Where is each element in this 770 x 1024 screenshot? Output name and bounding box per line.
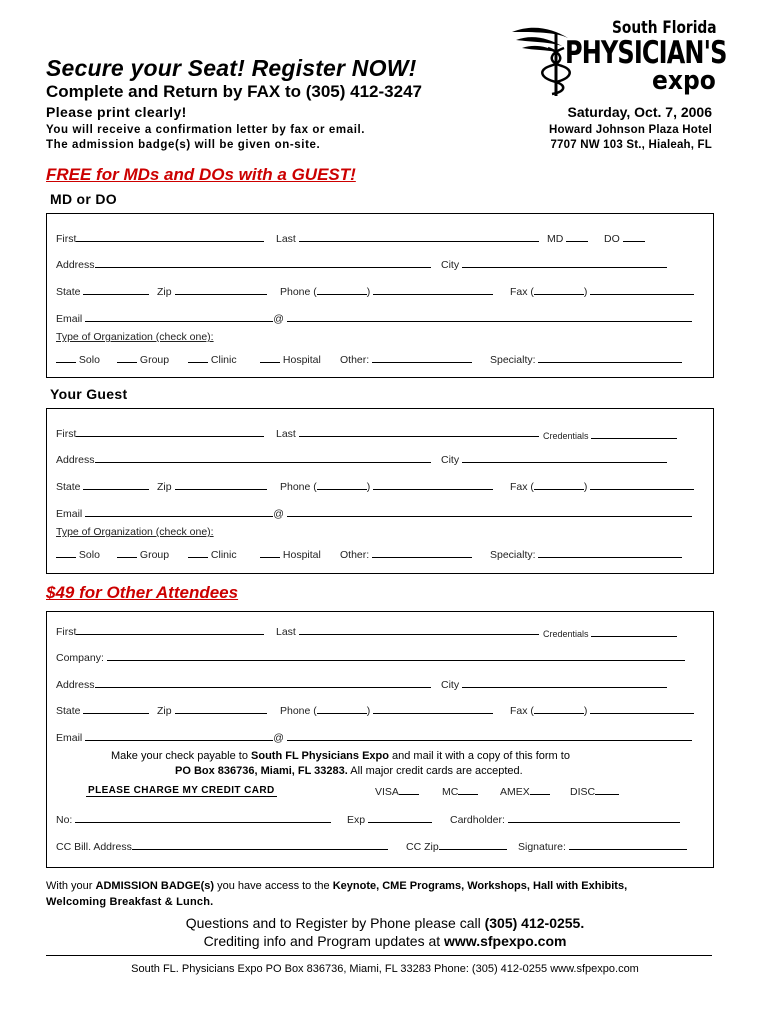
md-first-field[interactable]: First [56, 232, 264, 245]
guest-credentials-field[interactable]: Credentials [543, 429, 677, 441]
mc-check[interactable]: MC [442, 785, 478, 798]
do-checkbox[interactable]: DO [604, 232, 645, 245]
logo-bottom-text: expo [652, 66, 716, 96]
cc-bill-address-field[interactable]: CC Bill. Address [56, 840, 388, 853]
logo-main-text: PHYSICIAN'S [565, 35, 727, 71]
page-title: Secure your Seat! Register NOW! [46, 55, 417, 81]
venue-address: 7707 NW 103 St., Hialeah, FL [550, 139, 712, 151]
badge-access-note: With your ADMISSION BADGE(s) you have access to the Keynote, CME Programs, Workshops, Hall with Exhibits, [46, 880, 628, 892]
guest-clinic-check[interactable]: Clinic [188, 548, 237, 561]
signature-field[interactable]: Signature: [518, 840, 687, 853]
md-section-title: MD or DO [50, 191, 117, 207]
paid-state-field[interactable]: State [56, 704, 149, 717]
paid-last-field[interactable]: Last [276, 625, 539, 638]
visa-check[interactable]: VISA [375, 785, 419, 798]
event-date: Saturday, Oct. 7, 2006 [567, 104, 712, 120]
footer-contact-line: South FL. Physicians Expo PO Box 836736, Miami, FL 33283 Phone: (305) 412-0255 www.sfpexpo.com [131, 963, 639, 975]
paid-address-field[interactable]: Address [56, 678, 431, 691]
md-city-field[interactable]: City [441, 258, 667, 271]
free-heading: FREE for MDs and DOs with a GUEST! [46, 165, 356, 184]
expo-logo [512, 18, 727, 98]
phone-registration-note: Questions and to Register by Phone please call (305) 412-0255. [185, 915, 585, 931]
guest-other-field[interactable]: Other: [340, 548, 472, 561]
md-zip-field[interactable]: Zip [157, 285, 267, 298]
badge-note: The admission badge(s) will be given on-site. [46, 139, 321, 151]
guest-solo-check[interactable]: Solo [56, 548, 100, 561]
check-payable-note: Make your check payable to South FL Physicians Expo and mail it with a copy of this form to [111, 750, 570, 762]
card-number-field[interactable]: No: [56, 813, 331, 826]
charge-card-label: PLEASE CHARGE MY CREDIT CARD [88, 785, 275, 796]
paid-city-field[interactable]: City [441, 678, 667, 691]
paid-company-field[interactable]: Company: [56, 651, 685, 664]
md-checkbox[interactable]: MD [547, 232, 588, 245]
paid-first-field[interactable]: First [56, 625, 264, 638]
md-other-field[interactable]: Other: [340, 353, 472, 366]
md-group-check[interactable]: Group [117, 353, 169, 366]
paid-email-field[interactable]: Email @ [56, 731, 692, 744]
guest-specialty-field[interactable]: Specialty: [490, 548, 682, 561]
md-hospital-check[interactable]: Hospital [260, 353, 321, 366]
guest-address-field[interactable]: Address [56, 453, 431, 466]
footer-divider [46, 955, 712, 956]
guest-city-field[interactable]: City [441, 453, 667, 466]
venue-name: Howard Johnson Plaza Hotel [548, 124, 712, 136]
print-clearly: Please print clearly! [46, 104, 187, 120]
paid-fax-field[interactable]: Fax ( ) [510, 704, 694, 717]
confirmation-note: You will receive a confirmation letter by fax or email. [46, 124, 366, 136]
md-state-field[interactable]: State [56, 285, 149, 298]
guest-fax-field[interactable]: Fax ( ) [510, 480, 694, 493]
md-last-field[interactable]: Last [276, 232, 539, 245]
amex-check[interactable]: AMEX [500, 785, 550, 798]
paid-heading: $49 for Other Attendees [46, 583, 239, 602]
md-fax-field[interactable]: Fax ( ) [510, 285, 694, 298]
guest-last-field[interactable]: Last [276, 427, 539, 440]
guest-phone-field[interactable]: Phone ( ) [280, 480, 493, 493]
paid-credentials-field[interactable]: Credentials [543, 627, 677, 639]
md-phone-field[interactable]: Phone ( ) [280, 285, 493, 298]
md-org-label: Type of Organization (check one): [56, 331, 214, 343]
disc-check[interactable]: DISC [570, 785, 619, 798]
guest-email-field[interactable]: Email @ [56, 507, 692, 520]
guest-state-field[interactable]: State [56, 480, 149, 493]
md-address-field[interactable]: Address [56, 258, 431, 271]
guest-section-title: Your Guest [50, 386, 128, 402]
paid-zip-field[interactable]: Zip [157, 704, 267, 717]
guest-hospital-check[interactable]: Hospital [260, 548, 321, 561]
guest-first-field[interactable]: First [56, 427, 264, 440]
cardholder-field[interactable]: Cardholder: [450, 813, 680, 826]
guest-group-check[interactable]: Group [117, 548, 169, 561]
logo-top-text: South Florida [612, 18, 717, 38]
guest-zip-field[interactable]: Zip [157, 480, 267, 493]
card-exp-field[interactable]: Exp [347, 813, 432, 826]
guest-org-label: Type of Organization (check one): [56, 526, 214, 538]
badge-access-note-2: Welcoming Breakfast & Lunch. [46, 896, 214, 908]
cc-zip-field[interactable]: CC Zip [406, 840, 507, 853]
website-note: Crediting info and Program updates at www.sfpexpo.com [203, 933, 567, 949]
po-box-note: PO Box 836736, Miami, FL 33283. All major credit cards are accepted. [175, 765, 523, 777]
md-solo-check[interactable]: Solo [56, 353, 100, 366]
md-specialty-field[interactable]: Specialty: [490, 353, 682, 366]
md-clinic-check[interactable]: Clinic [188, 353, 237, 366]
fax-instruction: Complete and Return by FAX to (305) 412-3247 [46, 82, 422, 101]
paid-phone-field[interactable]: Phone ( ) [280, 704, 493, 717]
md-email-field[interactable]: Email @ [56, 312, 692, 325]
